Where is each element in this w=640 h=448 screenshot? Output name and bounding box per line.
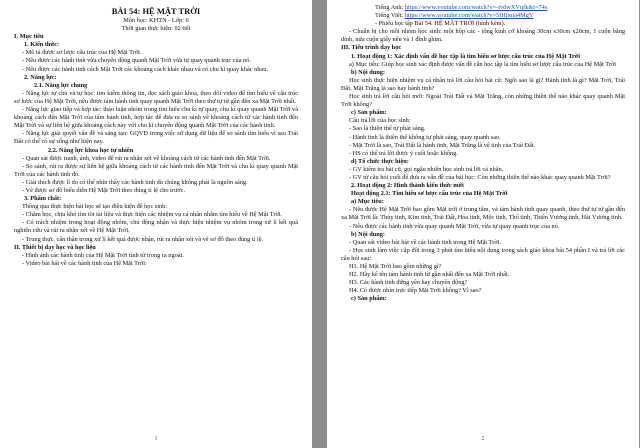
line-text: 2.2. Năng lực khoa học tự nhiên	[48, 146, 134, 154]
line-text: H1. Hệ Mặt Trời bao gồm những gì?	[349, 263, 442, 270]
text-line	[341, 206, 625, 222]
text-line	[14, 219, 298, 235]
text-line	[341, 69, 625, 77]
video-link[interactable]: https://www.youtube.com/watch?v=-ivdwXVqfk&t=74s	[404, 4, 548, 11]
text-line	[14, 90, 298, 106]
line-text: - Hành tinh là thiên thể không tự phát sáng, quay quanh sao.	[349, 133, 501, 141]
line-text: 2.1. Năng lực chung	[34, 81, 88, 89]
text-line	[341, 223, 625, 231]
line-text: - Sao là thiên thể tự phát sáng.	[349, 125, 426, 133]
line-text: a) Mục tiêu:	[351, 198, 384, 206]
text-line	[14, 106, 298, 130]
line-text: - Mặt Trời là sao, Trái Đất là hành tinh, Mặt Trăng là vệ tinh của Trái Đất.	[349, 141, 536, 149]
line-text: 3. Phẩm chất:	[24, 195, 62, 203]
line-text: - Mô tả được sơ lược cấu trúc của Hệ Mặt Trời.	[22, 49, 142, 57]
text-line	[14, 82, 298, 90]
line-text: - HS có thể trả lời được ý cuối hoặc không.	[349, 149, 458, 157]
line-text: H3. Các hành tinh đứng yên hay chuyển động?	[349, 279, 468, 287]
line-text: H4. Có được nhìn trực tiếp Mặt Trời không? Vì sao?	[349, 287, 482, 295]
text-line	[341, 93, 625, 109]
line-text: - Nêu được Hệ Mặt Trời bao gồm Mặt trời ở trung tâm, và tám hành tinh quay quanh, theo thứ tự từ gần đến xa Mặt Trời là: Thủy tinh, Kim tinh, Trái Đất, Hỏa tinh, Mộc tinh, Thổ tinh, Thiên Vương tinh, Hải Vương tinh.	[341, 206, 625, 222]
line-text: - GV từ câu hỏi cuối để đưa ra vấn đề của bài học: Còn những thiên thể nào khác quay quanh Mặt Trời?	[349, 173, 611, 181]
text-line	[341, 53, 625, 61]
line-text: - Chuẩn bị cho mỗi nhóm học sinh: một hộp các - tông kính cỡ khoảng 30cm x30cm x20cm, 1 cuộn băng dính, nửa cuộn giấy nến và 1 đĩnh ghim.	[341, 28, 625, 44]
lesson-duration: Thời gian thực hiện: 02 tiết	[121, 25, 191, 33]
line-text: Tiếng Anh:	[375, 4, 405, 11]
text-line	[341, 231, 625, 239]
line-text: Hoạt động 2.1: Tìm hiểu sơ lược cấu trúc của Hệ Mặt Trời	[351, 190, 508, 198]
line-text: a) Mục tiêu: Giúp học sinh xác định được vấn đề cần học tập là tìm hiểu sơ lược cấu trúc của Hệ Mặt Trời	[349, 60, 617, 68]
text-line	[341, 239, 625, 247]
text-line	[14, 163, 298, 179]
text-line	[341, 287, 625, 295]
line-text: d) Tổ chức thực hiện:	[351, 157, 409, 165]
line-text: - Quan sát video bài hát về các hành tinh trong Hệ Mặt Trời.	[349, 238, 501, 246]
text-line	[341, 150, 625, 158]
line-text: - Vẽ được sơ đồ biểu diễn Hệ Mặt Trời theo đúng tỉ lệ cho trước.	[22, 186, 186, 194]
line-text: - So sánh, rút ra được sự liên hệ giữa khoảng cách từ các hành tinh đến Mặt Trời và chu kì quay quanh Mặt Trời của các hành tinh đó.	[14, 162, 298, 178]
page-number-2: 2	[481, 435, 485, 442]
line-text: H2. Hãy kể tên tám hành tinh từ gần nhất đến xa Mặt Trời nhất.	[349, 271, 510, 279]
text-line	[14, 33, 298, 41]
line-text: 2. Năng lực:	[24, 73, 57, 81]
page-number-1: 1	[154, 435, 158, 442]
line-text: - Hình ảnh các hành tinh của Hệ Mặt Trời tính từ trong ra ngoài.	[22, 251, 184, 259]
page-1-body	[14, 33, 298, 268]
text-line	[14, 147, 298, 155]
text-line	[14, 74, 298, 82]
page-2-body	[341, 4, 625, 303]
line-text: Học sinh trả lời câu hỏi mới: Ngoài Trái Đất và Mặt Trăng, còn những thiên thể nào khác quay quanh Mặt Trời không?	[341, 93, 625, 109]
line-text: b) Nội dung:	[351, 68, 385, 76]
line-text: - Năng lực giao tiếp và hợp tác: thảo luận nhóm trong tìm hiểu chu kì tự quay, chu kì quay quanh Mặt Trời và khoảng cách đến Mặt Trời của tám hành tinh, hợp tác để đưa ra so sánh về khoảng cách từ các hành tinh đến Mặt Trời và sự liên hệ giữa khoảng cách này với chu kì chuyển động quanh Mặt Trời của các hành tinh.	[14, 106, 298, 130]
text-line	[341, 182, 625, 190]
document-page-1	[0, 0, 312, 448]
text-line	[14, 203, 298, 211]
text-line	[14, 236, 298, 244]
text-line	[341, 28, 625, 44]
line-text: c) Sản phẩm:	[351, 109, 387, 117]
line-text: - Nêu được các hành tinh vừa chuyển động quanh Mặt Trời vừa tự quay quanh trục của nó.	[22, 57, 251, 65]
text-line	[14, 155, 298, 163]
line-text: 1. Kiến thức:	[24, 41, 60, 49]
line-text: - Trung thực, cẩn thận trong xử lí kết quả được nhận, rút ra nhận xét và vẽ sơ đồ theo đúng tỉ lệ.	[22, 235, 264, 243]
line-text: - Quan sát được tranh, ảnh, video để rút ra nhận xét về khoảng cách từ các hành tinh đến Mặt Trời.	[22, 154, 271, 162]
text-line	[341, 166, 625, 174]
text-line	[14, 57, 298, 65]
line-text: - Video bài hát về các hành tinh của Hệ Mặt Trời:	[22, 259, 147, 267]
text-line	[341, 109, 625, 117]
text-line	[341, 12, 625, 20]
text-line	[341, 190, 625, 198]
text-line	[341, 44, 625, 52]
text-line	[14, 244, 298, 252]
text-line	[14, 179, 298, 187]
line-text: - Năng lực giải quyết vấn đề và sáng tạo: GQVĐ trong việc sử dụng dữ liệu để so sánh tìm hiểu vì sao Trái Đất có thể có sự sống như hiện nay.	[14, 130, 298, 146]
text-line	[341, 174, 625, 182]
text-line	[341, 20, 625, 28]
text-line	[341, 279, 625, 287]
line-text: 2. Hoạt động 2: Hình thành kiến thức mới	[351, 182, 464, 190]
text-line	[14, 187, 298, 195]
text-line	[14, 41, 298, 49]
line-text: b) Nội dung:	[351, 230, 385, 238]
line-text: - Chăm học, chịu khó tìm tòi tài liệu và thực hiện các nhiệm vụ cá nhân nhằm tìm hiểu về Hệ Mặt Trời.	[22, 211, 283, 219]
line-text: - GV kiểm tra bài cũ, gọi ngẫu nhiên học sinh trả lời cá nhân.	[349, 165, 504, 173]
lesson-title: BÀI 54: HỆ MẶT TRỜI	[111, 6, 201, 16]
text-line	[14, 252, 298, 260]
line-text: Tiếng Việt:	[375, 12, 405, 20]
line-text: - Học sinh làm việc cặp đôi trong 3 phút tìm hiểu nội dung trong sách giáo khoa bài 54 phần I và trả lời các câu hỏi sau:	[341, 246, 625, 262]
text-line	[341, 77, 625, 93]
text-line	[14, 66, 298, 74]
text-line	[341, 158, 625, 166]
text-line	[14, 49, 298, 57]
text-line	[341, 134, 625, 142]
lesson-subject: Môn học: KHTN - Lớp: 6	[123, 17, 189, 24]
text-line	[14, 130, 298, 146]
text-line	[341, 61, 625, 69]
line-text: II. Thiết bị dạy học và học liệu	[14, 243, 96, 251]
text-line	[341, 263, 625, 271]
line-text: - Nêu được các hành tinh vừa quay quanh Mặt Trời, vừa tự quay quanh trục của nó.	[349, 222, 560, 230]
text-line	[341, 125, 625, 133]
text-line	[341, 295, 625, 303]
text-line	[341, 271, 625, 279]
line-text: - Nêu được các hành tinh cách Mặt Trời các khoảng cách khác nhau và có chu kì quay khác nhau.	[22, 65, 268, 73]
text-line	[14, 260, 298, 268]
line-text: Học sinh thực hiện nhiệm vụ cá nhân trả lời câu hỏi bài cũ: Ngôi sao là gì? Hành tinh là gì? Mặt Trời, Trái Đất, Mặt Trăng là sao hay hành tinh?	[341, 76, 625, 92]
line-text: I. Mục tiêu	[14, 33, 44, 41]
line-text: III. Tiến trình dạy học	[341, 44, 402, 52]
text-line	[341, 247, 625, 263]
text-line	[14, 211, 298, 219]
video-link[interactable]: https://www.youtube.com/watch?v=5fHjmia4MgY	[404, 12, 534, 20]
line-text: - Giải thích được lí do có thể nhìn thấy các hành tinh dù chúng không phải là nguồn sáng.	[22, 178, 248, 186]
line-text: 1. Hoạt động 1: Xác định vấn đề học tập là tìm hiểu sơ lược cấu trúc của Hệ Mặt Trời	[351, 52, 580, 60]
text-line	[341, 117, 625, 125]
line-text: - Phiếu học tập Bài 54. HỆ MẶT TRỜI (hình kèm).	[375, 20, 506, 28]
line-text: - Có trách nhiệm trong hoạt động nhóm, chủ động nhận và thực hiện nhiệm vụ nhóm trong xử lí kết quả nghiên cứu và rút ra nhận xét về Hệ Mặt Trời.	[14, 219, 298, 235]
text-line	[341, 142, 625, 150]
document-page-2	[327, 0, 639, 448]
text-line	[14, 195, 298, 203]
text-line	[341, 198, 625, 206]
line-text: c) Sản phẩm:	[351, 295, 387, 303]
line-text: Thông qua thực hiện bài học sẽ tạo điều kiện để học sinh:	[22, 203, 168, 211]
line-text: - Năng lực tự chủ và tự học: tìm kiếm thông tin, đọc sách giáo khoa, theo dõi video để tìm hiểu về cấu trúc sơ lược của Hệ Mặt Trời, nêu được tám hành tinh quay quanh Mặt Trời theo thứ tự từ gần đến xa Mặt Trời nhất.	[14, 89, 298, 105]
line-text: Câu trả lời của học sinh:	[349, 117, 411, 125]
text-line	[341, 4, 625, 12]
